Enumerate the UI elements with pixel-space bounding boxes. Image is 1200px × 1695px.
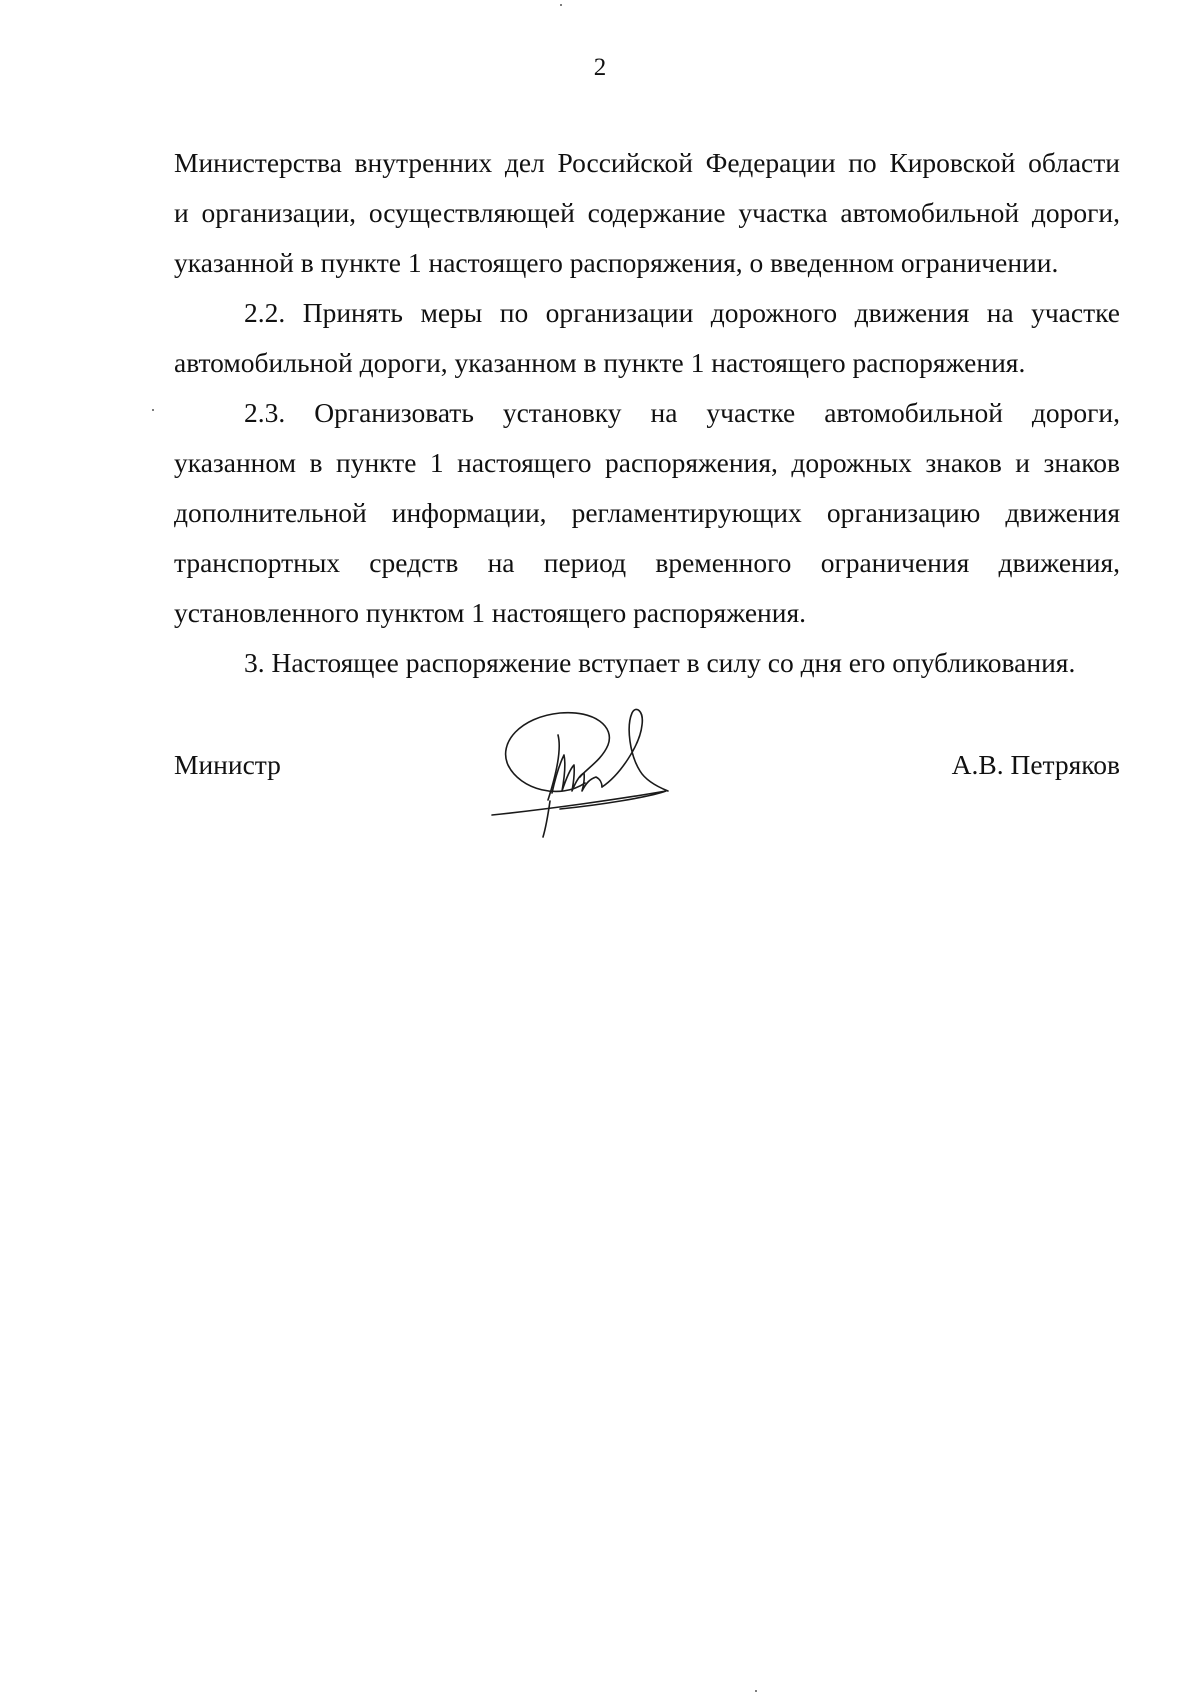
text-line: транспортных средств на период временного ограничения движения,: [174, 547, 1120, 578]
scan-speck: [152, 409, 154, 411]
text-line: установленного пунктом 1 настоящего распоряжения.: [174, 597, 806, 628]
document-body: [174, 138, 1120, 688]
text-line: дополнительной информации, регламентирующих организацию движения: [174, 497, 1120, 528]
text-line: 2.2. Принять меры по организации дорожного движения на участке: [244, 297, 1120, 328]
paragraph-2-3: [174, 388, 1120, 638]
text-line: указанном в пункте 1 настоящего распоряжения, дорожных знаков и знаков: [174, 447, 1120, 478]
text-line: 3. Настоящее распоряжение вступает в силу со дня его опубликования.: [244, 647, 1076, 678]
paragraph-3: [174, 638, 1120, 688]
text-line: указанной в пункте 1 настоящего распоряжения, о введенном ограничении.: [174, 247, 1059, 278]
scan-speck: [560, 4, 562, 6]
signatory-title: Министр: [174, 749, 281, 780]
scan-speck: [755, 1690, 757, 1692]
text-line: автомобильной дороги, указанном в пункте 1 настоящего распоряжения.: [174, 347, 1026, 378]
text-line: и организации, осуществляющей содержание участка автомобильной дороги,: [174, 197, 1120, 228]
paragraph-2-2: [174, 288, 1120, 388]
handwritten-signature: [490, 705, 700, 840]
paragraph-continuation: [174, 138, 1120, 288]
text-line: 2.3. Организовать установку на участке автомобильной дороги,: [244, 397, 1120, 428]
page-number: 2: [593, 54, 607, 81]
signatory-name: А.В. Петряков: [951, 749, 1120, 780]
text-line: Министерства внутренних дел Российской Федерации по Кировской области: [174, 147, 1120, 178]
